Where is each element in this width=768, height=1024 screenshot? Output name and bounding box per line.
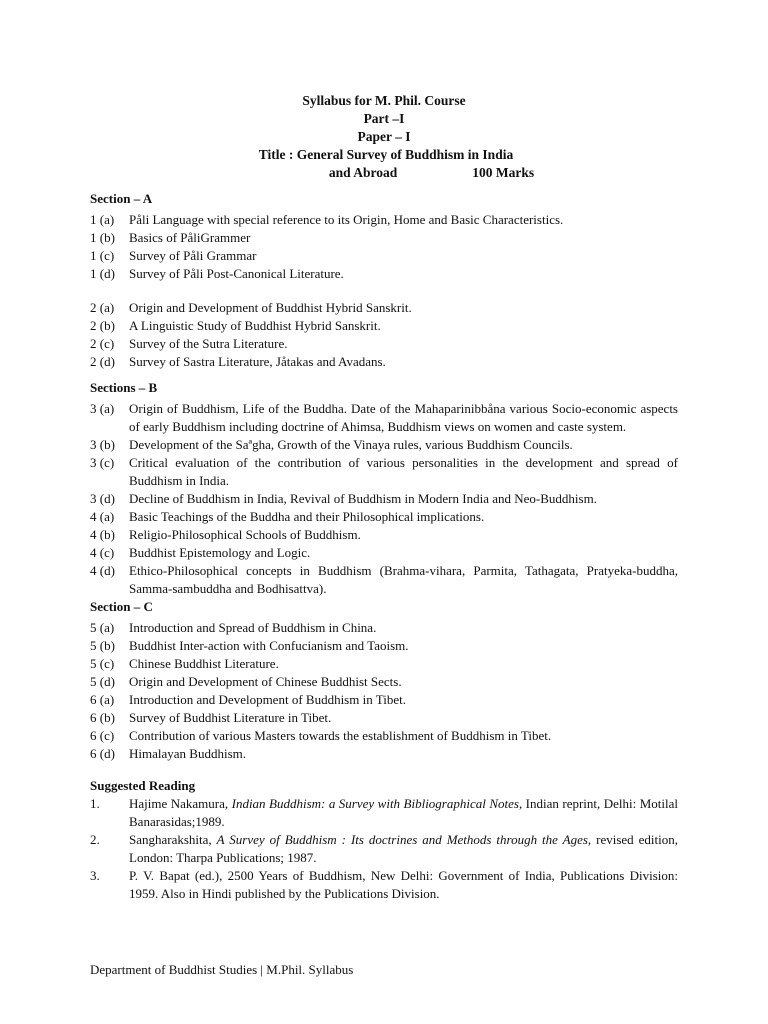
item-text: Introduction and Spread of Buddhism in China. [129,620,377,635]
item-number: 6 (a) [90,692,115,707]
syllabus-item [90,299,678,317]
reading-text [129,831,678,867]
item-number: 2 (b) [90,318,115,333]
item-text: Survey of Sastra Literature, Jåtakas and Avadans. [129,354,386,369]
heading-line-3: Paper – I [357,129,411,144]
item-number: 4 (b) [90,527,115,542]
syllabus-item [90,400,678,436]
reading-author: P. V. Bapat (ed.), 2500 Years of Buddhism, New Delhi: Government of India, Publications Division: 1959. Also in Hindi published by the Publications Division. [129,868,678,901]
heading-line-4: Title : General Survey of Buddhism in India [258,147,514,162]
section-c-title: Section – C [90,599,153,614]
item-number: 6 (b) [90,710,115,725]
item-text: A Linguistic Study of Buddhist Hybrid Sanskrit. [129,318,381,333]
item-number: 2 (c) [90,336,115,351]
reading-number: 1. [90,796,100,811]
reading-item [90,795,678,831]
syllabus-page [90,92,678,903]
heading-line-5 [185,164,678,182]
reading-author: Hajime Nakamura, [129,796,232,811]
item-number: 4 (c) [90,545,115,560]
syllabus-item [90,562,678,598]
item-text: Introduction and Development of Buddhism in Tibet. [129,692,406,707]
reading-number: 2. [90,832,100,847]
syllabus-item [90,526,678,544]
item-number: 1 (a) [90,212,115,227]
item-text: Origin and Development of Buddhist Hybrid Sanskrit. [129,300,412,315]
item-text: Himalayan Buddhism. [129,746,246,761]
reading-author: Sangharakshita, [129,832,217,847]
suggested-reading-title: Suggested Reading [90,778,196,793]
reading-text [129,795,678,831]
item-number: 6 (d) [90,746,115,761]
item-text: Påli Language with special reference to its Origin, Home and Basic Characteristics. [129,212,564,227]
syllabus-item [90,436,678,454]
syllabus-item [90,265,678,283]
item-number: 6 (c) [90,728,115,743]
syllabus-item [90,317,678,335]
syllabus-item [90,727,678,745]
item-text: Critical evaluation of the contribution of various personalities in the development and spread of Buddhism in India. [129,455,678,488]
heading-line-2: Part –I [363,111,405,126]
syllabus-item [90,247,678,265]
reading-book-title: A Survey of Buddhism : Its doctrines and Methods through the Ages, [216,832,592,847]
section-a-group-2 [90,299,678,371]
item-number: 1 (d) [90,266,115,281]
syllabus-item [90,655,678,673]
item-number: 5 (d) [90,674,115,689]
section-a-group-1 [90,211,678,283]
syllabus-item [90,544,678,562]
syllabus-item [90,454,678,490]
item-text: Survey of Buddhist Literature in Tibet. [129,710,332,725]
suggested-reading-list [90,795,678,903]
reading-book-title: Indian Buddhism: a Survey with Bibliographical Notes, [231,796,523,811]
item-text: Survey of the Sutra Literature. [129,336,288,351]
heading-marks: 100 Marks [472,165,535,180]
syllabus-item [90,353,678,371]
page-footer: Department of Buddhist Studies | M.Phil. Syllabus [90,962,354,977]
item-text: Religio-Philosophical Schools of Buddhism. [129,527,361,542]
syllabus-item [90,335,678,353]
item-text: Buddhist Inter-action with Confucianism and Taoism. [129,638,409,653]
item-number: 2 (d) [90,354,115,369]
syllabus-item [90,229,678,247]
syllabus-heading [90,92,678,182]
reading-item [90,831,678,867]
item-number: 1 (b) [90,230,115,245]
item-number: 4 (a) [90,509,115,524]
item-text: Survey of Påli Post-Canonical Literature. [129,266,344,281]
item-number: 5 (c) [90,656,115,671]
item-text: Origin of Buddhism, Life of the Buddha. Date of the Mahaparinibbåna various Socio-economic aspects of early Buddhism including doctrine of Ahimsa, Buddhism views on women and caste system. [129,401,678,434]
section-a-title: Section – A [90,191,153,206]
item-text: Ethico-Philosophical concepts in Buddhism (Brahma-vihara, Parmita, Tathagata, Pratyeka-buddha, Samma-sambuddha and Bodhisattva). [129,563,678,596]
item-text: Decline of Buddhism in India, Revival of Buddhism in Modern India and Neo-Buddhism. [129,491,597,506]
section-b-items [90,400,678,598]
section-b-title: Sections – B [90,380,158,395]
item-number: 3 (b) [90,437,115,452]
item-number: 3 (a) [90,401,115,416]
syllabus-item [90,673,678,691]
heading-line-1: Syllabus for M. Phil. Course [302,93,466,108]
section-a-spacer [90,283,678,299]
item-number: 3 (c) [90,455,115,470]
syllabus-item [90,619,678,637]
section-c-items [90,619,678,763]
syllabus-item [90,691,678,709]
syllabus-item [90,490,678,508]
reading-publication: Indian reprint, Delhi: Motilal Banarasidas;1989. [129,796,678,829]
item-number: 2 (a) [90,300,115,315]
syllabus-item [90,745,678,763]
item-text: Basic Teachings of the Buddha and their Philosophical implications. [129,509,485,524]
item-text: Contribution of various Masters towards the establishment of Buddhism in Tibet. [129,728,552,743]
syllabus-item [90,508,678,526]
item-text: Basics of PåliGrammer [129,230,251,245]
item-number: 5 (b) [90,638,115,653]
item-text: Survey of Påli Grammar [129,248,257,263]
item-number: 4 (d) [90,563,115,578]
item-text: Chinese Buddhist Literature. [129,656,279,671]
item-number: 3 (d) [90,491,115,506]
item-text: Development of the Saªgha, Growth of the Vinaya rules, various Buddhism Councils. [129,437,573,452]
heading-abroad: and Abroad [328,165,398,180]
syllabus-item [90,709,678,727]
item-number: 1 (c) [90,248,115,263]
reading-item [90,867,678,903]
syllabus-item [90,637,678,655]
item-text: Origin and Development of Chinese Buddhist Sects. [129,674,402,689]
reading-publication: revised edition, London: Tharpa Publications; 1987. [129,832,678,865]
item-text: Buddhist Epistemology and Logic. [129,545,311,560]
syllabus-item [90,211,678,229]
item-number: 5 (a) [90,620,115,635]
reading-number: 3. [90,868,100,883]
reading-text [129,867,678,903]
